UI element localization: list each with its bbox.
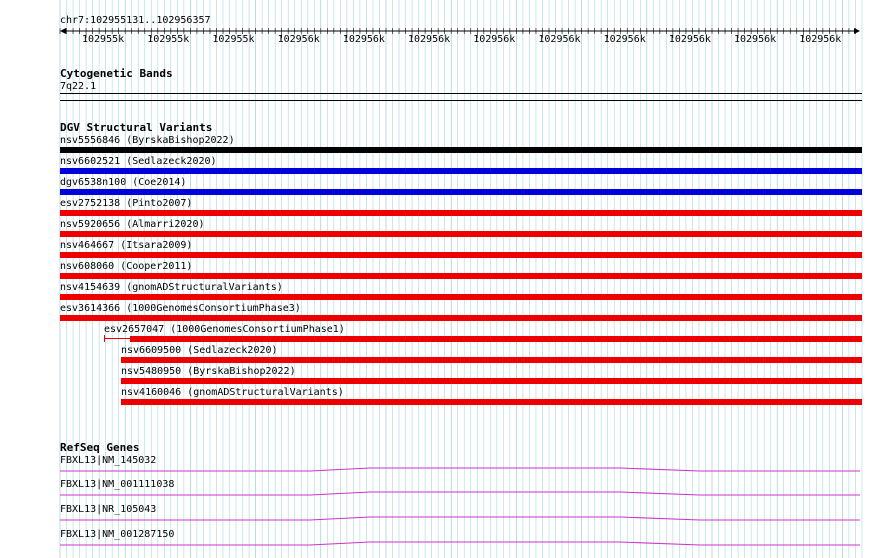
ruler-tick-label: 102956k [277, 34, 320, 45]
refseq-track-title[interactable]: RefSeq Genes [60, 441, 140, 454]
variant-label: nsv4154639 (gnomADStructuralVariants) [60, 282, 283, 293]
ruler-tick-label: 102956k [408, 34, 451, 45]
gene-label: FBXL13|NM_001287150 [60, 529, 175, 540]
variant-bar[interactable] [60, 294, 862, 300]
variant-label: nsv4160046 (gnomADStructuralVariants) [121, 387, 344, 398]
cytoband-bar-bottom [60, 100, 862, 101]
variant-label: nsv6602521 (Sedlazeck2020) [60, 156, 217, 167]
variant-bar[interactable] [60, 252, 862, 258]
gene-model[interactable] [60, 488, 860, 502]
variant-bar[interactable] [121, 399, 862, 405]
ruler-tick-label: 102956k [473, 34, 516, 45]
variant-label: esv2657047 (1000GenomesConsortiumPhase1) [104, 324, 345, 335]
variant-label: nsv5556846 (ByrskaBishop2022) [60, 135, 235, 146]
ruler-tick-label: 102956k [734, 34, 777, 45]
variant-bar[interactable] [60, 315, 862, 321]
variant-connector-line [104, 338, 130, 339]
ruler-tick-label: 102956k [603, 34, 646, 45]
variant-label: nsv5480950 (ByrskaBishop2022) [121, 366, 296, 377]
variant-bar[interactable] [60, 147, 862, 153]
cytobands-track-title[interactable]: Cytogenetic Bands [60, 67, 173, 80]
variant-label: nsv5920656 (Almarri2020) [60, 219, 205, 230]
gene-model[interactable] [60, 513, 860, 527]
ruler-tick-label: 102956k [668, 34, 711, 45]
variant-bar[interactable] [121, 357, 862, 363]
locus-label: chr7:102955131..102956357 [60, 15, 211, 26]
ruler-tick-label: 102955k [82, 34, 125, 45]
gene-label: FBXL13|NM_145032 [60, 455, 157, 466]
gene-label: FBXL13|NR_105043 [60, 504, 157, 515]
variant-bar[interactable] [60, 210, 862, 216]
variant-label: esv3614366 (1000GenomesConsortiumPhase3) [60, 303, 301, 314]
ruler-tick-label: 102956k [799, 34, 842, 45]
cytoband-label: 7q22.1 [60, 81, 97, 92]
dgv-track-title[interactable]: DGV Structural Variants [60, 121, 213, 134]
ruler-tick-label: 102955k [212, 34, 255, 45]
variant-bar[interactable] [60, 231, 862, 237]
ruler-tick-label: 102956k [538, 34, 581, 45]
gene-model[interactable] [60, 538, 860, 552]
variant-label: dgv6538n100 (Coe2014) [60, 177, 187, 188]
variant-label: esv2752138 (Pinto2007) [60, 198, 193, 209]
variant-bar[interactable] [60, 168, 862, 174]
variant-label: nsv464667 (Itsara2009) [60, 240, 193, 251]
variant-bar[interactable] [121, 378, 862, 384]
cytoband-bar-top [60, 93, 862, 94]
gene-model[interactable] [60, 464, 860, 478]
variant-bar[interactable] [130, 336, 862, 342]
ruler-tick-label: 102955k [147, 34, 190, 45]
variant-bar[interactable] [60, 189, 862, 195]
ruler-tick-label: 102956k [342, 34, 385, 45]
gene-label: FBXL13|NM_001111038 [60, 479, 175, 490]
variant-label: nsv608060 (Cooper2011) [60, 261, 193, 272]
variant-bar[interactable] [60, 273, 862, 279]
variant-label: nsv6609500 (Sedlazeck2020) [121, 345, 278, 356]
variant-connector-cap [104, 335, 105, 342]
